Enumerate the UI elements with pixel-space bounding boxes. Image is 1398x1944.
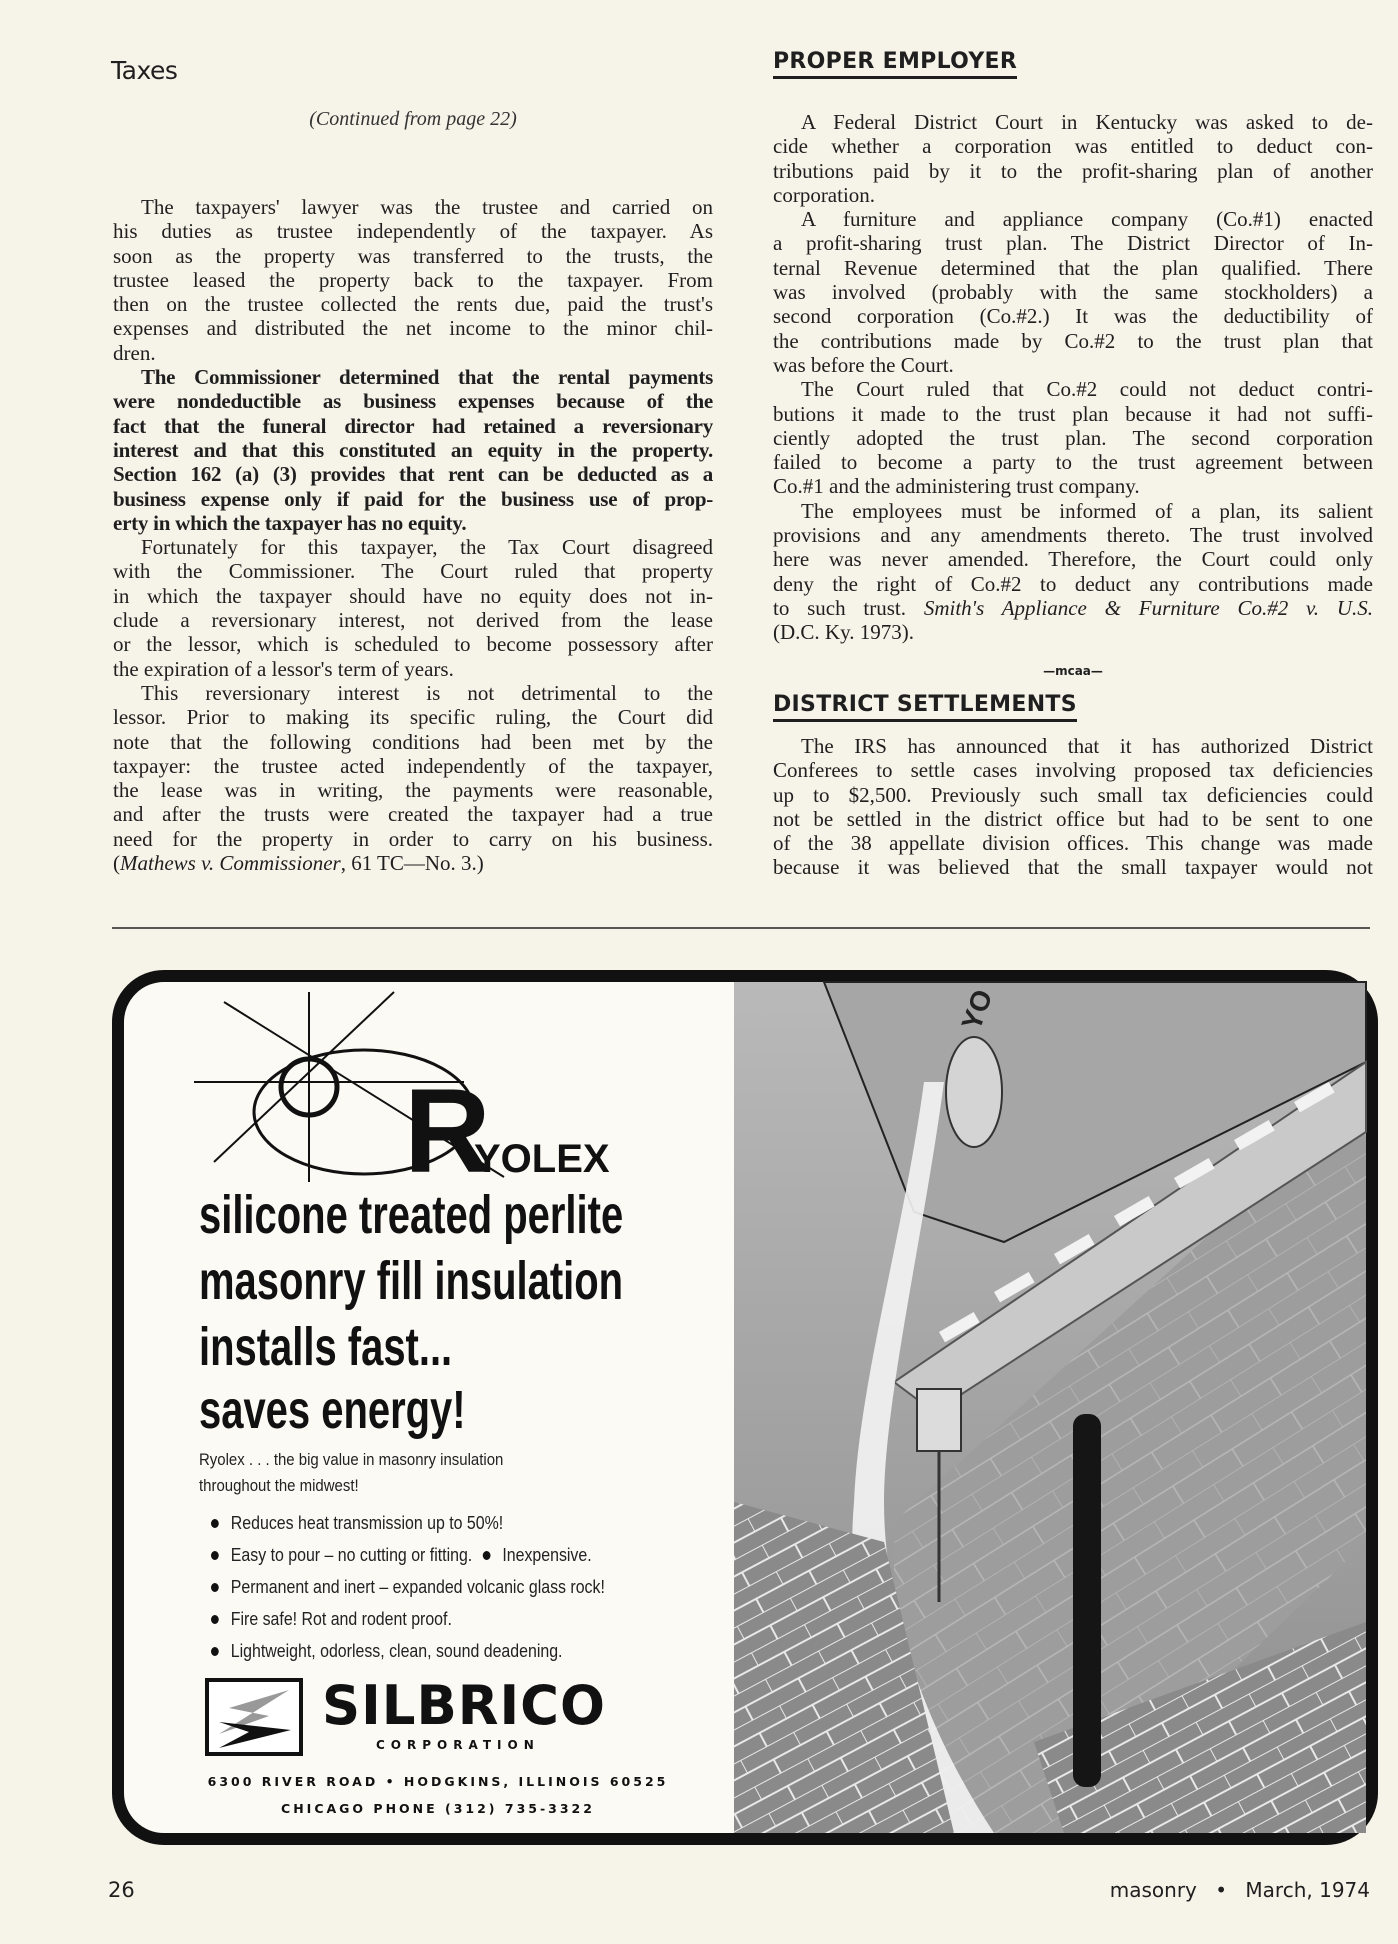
text-line: soon as the property was transferred to the trusts, the bbox=[113, 243, 713, 268]
citation-italic: Smith's Appliance & Furniture Co.#2 v. U.S. bbox=[923, 595, 1373, 620]
headline-line: masonry fill insulation bbox=[199, 1251, 624, 1311]
text-line: tributions paid by it to the profit-sharing plan of another bbox=[773, 158, 1373, 183]
text-line: or the lessor, which is scheduled to become possessory after bbox=[113, 632, 713, 657]
text-line: the expiration of a lessor's term of years. bbox=[113, 656, 454, 681]
intro-text: throughout the midwest! bbox=[199, 1476, 359, 1495]
company-address: 6300 RIVER ROAD • HODGKINS, ILLINOIS 60525 bbox=[207, 1774, 669, 1789]
text-line: was before the Court. bbox=[773, 352, 954, 377]
text-line: up to $2,500. Previously such small tax deficiencies could bbox=[773, 782, 1373, 807]
bag-print: YO bbox=[955, 985, 999, 1035]
text-line: need for the property in order to carry on his business. bbox=[113, 826, 713, 851]
text-line: expenses and distributed the net income to the minor chil- bbox=[113, 316, 713, 341]
text-line: ciently adopted the trust plan. The second corporation bbox=[773, 425, 1373, 450]
text-line: cide whether a corporation was entitled to deduct con- bbox=[773, 134, 1373, 159]
feature-bullet bbox=[211, 1640, 562, 1662]
company-name: SILBRICO bbox=[322, 1674, 606, 1737]
text-line: a profit-sharing trust plan. The District Director of In- bbox=[773, 231, 1373, 256]
feature-text: Fire safe! Rot and rodent proof. bbox=[230, 1608, 452, 1629]
paragraph bbox=[773, 110, 1373, 207]
section-title: Taxes bbox=[111, 56, 178, 85]
district-settlements-article bbox=[773, 734, 1373, 880]
text-line: not be settled in the district office but had to be sent to one bbox=[773, 806, 1373, 831]
text-line: the lease was in writing, the payments were reasonable, bbox=[113, 778, 713, 803]
citation-italic: Mathews v. Commissioner bbox=[120, 851, 341, 876]
feature-text: Easy to pour – no cutting or fitting. bbox=[230, 1544, 473, 1565]
text-line: was involved (probably with the same stockholders) a bbox=[773, 280, 1373, 305]
feature-text: Lightweight, odorless, clean, sound deadening. bbox=[230, 1640, 563, 1661]
text-line: dren. bbox=[113, 340, 156, 365]
paragraph bbox=[773, 499, 1373, 645]
divider-rule bbox=[112, 927, 1370, 929]
feature-bullet bbox=[211, 1608, 452, 1630]
text-line: Conferees to settle cases involving proposed tax deficiencies bbox=[773, 758, 1373, 783]
company-phone: CHICAGO PHONE (312) 735-3322 bbox=[281, 1801, 595, 1816]
intro-text: Ryolex . . . the big value in masonry insulation bbox=[199, 1450, 504, 1469]
text-line: The Commissioner determined that the rental payments bbox=[141, 365, 713, 390]
text-line: The employees must be informed of a plan, its salient bbox=[801, 498, 1373, 523]
text-line: butions it made to the trust plan because it had not suffi- bbox=[773, 401, 1373, 426]
text-segment: ( bbox=[113, 851, 120, 876]
paragraph bbox=[773, 377, 1373, 498]
bullet-icon bbox=[211, 1615, 219, 1624]
text-line: second corporation (Co.#2.) It was the deductibility of bbox=[773, 304, 1373, 329]
text-line: A furniture and appliance company (Co.#1) enacted bbox=[801, 207, 1373, 232]
bullet-icon bbox=[211, 1551, 219, 1560]
text-segment: to such trust. bbox=[773, 595, 924, 620]
text-line: The Court ruled that Co.#2 could not deduct contri- bbox=[801, 377, 1373, 402]
text-line: then on the trustee collected the rents due, paid the trust's bbox=[113, 292, 713, 317]
text-line bbox=[773, 596, 1373, 620]
text-line: of the 38 appellate division offices. This change was made bbox=[773, 831, 1373, 856]
feature-bullet bbox=[211, 1576, 605, 1598]
paragraph bbox=[113, 535, 713, 681]
ryolex-advertisement bbox=[112, 970, 1378, 1845]
text-line: corporation. bbox=[773, 182, 876, 207]
headline-line: installs fast... bbox=[199, 1317, 453, 1377]
feature-bullet bbox=[211, 1512, 503, 1534]
bullet-icon bbox=[483, 1551, 491, 1560]
text-line bbox=[113, 851, 713, 875]
text-line: interest and that this constituted an equity in the property. bbox=[113, 437, 713, 462]
text-line: because it was believed that the small taxpayer would not bbox=[773, 855, 1373, 880]
text-line: the contributions made by Co.#2 to the trust plan that bbox=[773, 328, 1373, 353]
text-line: with the Commissioner. The Court ruled that property bbox=[113, 559, 713, 584]
text-line: trustee leased the property back to the taxpayer. From bbox=[113, 267, 713, 292]
headline-line: saves energy! bbox=[199, 1380, 466, 1440]
text-line: and after the trusts were created the taxpayer had a true bbox=[113, 802, 713, 827]
text-line: erty in which the taxpayer has no equity. bbox=[113, 510, 467, 535]
text-line: Section 162 (a) (3) provides that rent can be deducted as a bbox=[113, 462, 713, 487]
text-line: were nondeductible as business expenses because of the bbox=[113, 389, 713, 414]
text-line: note that the following conditions had been met by the bbox=[113, 729, 713, 754]
text-line: (D.C. Ky. 1973). bbox=[773, 620, 914, 645]
silbrico-logo-icon bbox=[205, 1678, 303, 1756]
section-separator: —mcaa— bbox=[1043, 664, 1103, 678]
text-line: lessor. Prior to making its specific ruling, the Court did bbox=[113, 705, 713, 730]
logo-brand-name: YOLEX bbox=[474, 1137, 610, 1181]
issue-date: March, 1974 bbox=[1245, 1878, 1370, 1902]
text-line: failed to become a party to the trust agreement between bbox=[773, 450, 1373, 475]
text-line: in which the taxpayer should have no equity does not in- bbox=[113, 583, 713, 608]
text-line: here was never amended. Therefore, the Court could only bbox=[773, 547, 1373, 572]
paragraph bbox=[113, 365, 713, 535]
proper-employer-article bbox=[773, 110, 1373, 645]
text-line: taxpayer: the trustee acted independently of the taxpayer, bbox=[113, 753, 713, 778]
section-heading-district-settlements: DISTRICT SETTLEMENTS bbox=[773, 692, 1077, 722]
feature-bullet bbox=[211, 1544, 592, 1566]
feature-text: Reduces heat transmission up to 50%! bbox=[230, 1512, 504, 1533]
logo-initial: R bbox=[404, 1064, 491, 1198]
text-line: A Federal District Court in Kentucky was asked to de- bbox=[801, 110, 1373, 134]
text-segment: , 61 TC—No. 3.) bbox=[340, 851, 484, 876]
bullet-icon bbox=[211, 1647, 219, 1656]
footer-bullet: • bbox=[1215, 1878, 1228, 1902]
left-column-article bbox=[113, 195, 713, 875]
text-line: The taxpayers' lawyer was the trustee and carried on bbox=[141, 195, 713, 219]
feature-text: Permanent and inert – expanded volcanic glass rock! bbox=[230, 1576, 605, 1597]
text-line: provisions and any amendments thereto. The trust involved bbox=[773, 523, 1373, 548]
text-line: This reversionary interest is not detrimental to the bbox=[141, 680, 713, 705]
feature-text: Inexpensive. bbox=[502, 1544, 592, 1565]
proper-employer-heading-wrap bbox=[773, 49, 1017, 79]
text-line: business expense only if paid for the business use of prop- bbox=[113, 486, 713, 511]
company-subtitle: CORPORATION bbox=[376, 1738, 540, 1752]
text-line: The IRS has announced that it has authorized District bbox=[801, 734, 1373, 758]
text-line: his duties as trustee independently of the taxpayer. As bbox=[113, 219, 713, 244]
text-line: fact that the funeral director had retained a reversionary bbox=[113, 413, 713, 438]
paragraph bbox=[113, 195, 713, 365]
text-line: deny the right of Co.#2 to deduct any contributions made bbox=[773, 571, 1373, 596]
ryolex-starburst-logo bbox=[174, 992, 610, 1198]
page-number: 26 bbox=[108, 1878, 135, 1902]
bullet-icon bbox=[211, 1583, 219, 1592]
text-line: Co.#1 and the administering trust company. bbox=[773, 474, 1140, 499]
text-line: Fortunately for this taxpayer, the Tax Court disagreed bbox=[141, 535, 713, 560]
paragraph bbox=[773, 734, 1373, 880]
masonry-wall-illustration bbox=[734, 982, 1366, 1833]
headline-line: silicone treated perlite bbox=[199, 1185, 624, 1245]
continued-note: (Continued from page 22) bbox=[309, 108, 517, 130]
paragraph bbox=[113, 681, 713, 875]
footer-publication bbox=[1080, 1878, 1370, 1902]
paragraph bbox=[773, 207, 1373, 377]
district-settlements-heading-wrap bbox=[773, 692, 1077, 722]
bullet-icon bbox=[211, 1519, 219, 1528]
text-line: clude a reversionary interest, not derived from the lease bbox=[113, 608, 713, 633]
electrical-box bbox=[917, 1389, 961, 1451]
text-line: ternal Revenue determined that the plan qualified. There bbox=[773, 255, 1373, 280]
pipe bbox=[1073, 1414, 1101, 1787]
section-heading-proper-employer: PROPER EMPLOYER bbox=[773, 49, 1017, 79]
magazine-name: masonry bbox=[1109, 1878, 1197, 1902]
